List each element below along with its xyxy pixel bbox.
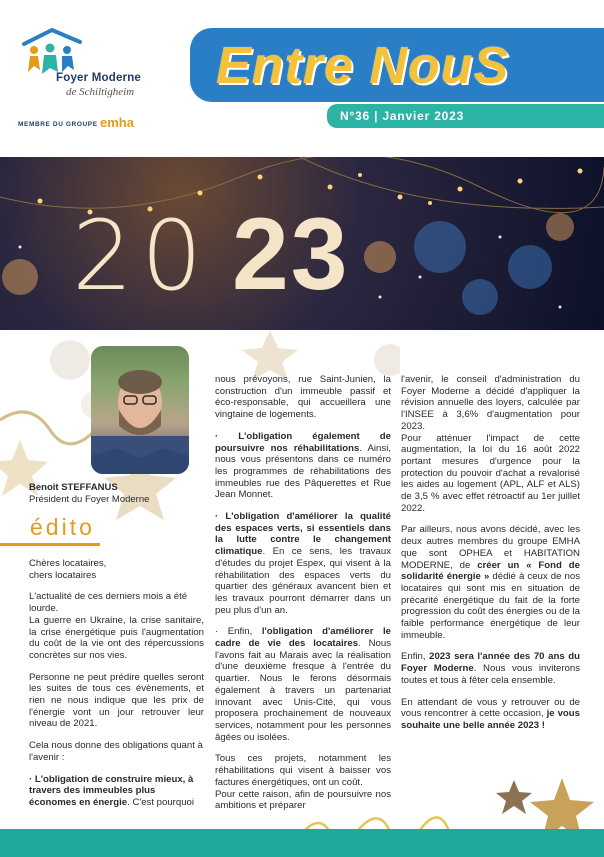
paragraph-text: · Enfin, [215, 626, 262, 638]
greeting: Chères locataires, chers locataires [29, 558, 107, 581]
paragraph [401, 697, 580, 732]
person-icon [91, 346, 189, 474]
logo-name: Foyer Moderne [56, 72, 142, 84]
paragraph-text: En attendant de vous y retrouver ou de vous rencontrer à cette occasion, [401, 696, 580, 720]
emphasis: · L'obligation également de poursuivre nos réhabilitations [215, 430, 391, 454]
star-decoration [220, 330, 400, 380]
paragraph-text: dédié à ceux de nos locataires qui sont mis en situation de précarité énergétique du fait de la forte progression du coût des énergies ou de la faible performance énergétique de leur immeuble. [401, 571, 580, 641]
section-heading: édito [30, 514, 95, 540]
paragraph: Tous ces projets, notamment les réhabilitations qui visent à baisser vos factures énergétiques, ont un coût. [215, 753, 391, 788]
paragraph: Personne ne peut prédire quelles seront les suites de tous ces évènements, et rien ne nous indique que les prix de l'énergie vont un jour retrouver leur niveau de 2021. [29, 671, 204, 730]
emphasis: · L'obligation de construire mieux, à travers des immeubles plus économes en énergie [29, 773, 194, 808]
paragraph: L'actualité de ces derniers mois a été lourde. [29, 591, 188, 615]
family-figures-icon [18, 28, 88, 76]
paragraph [29, 774, 204, 809]
paragraph: Pour atténuer l'impact de cette augmentation, la loi du 16 août 2022 portant mesures d'urgence pour la protection du pouvoir d'achat a revalorisé les aides au logement (APL, ALF et ALS) de 3,5 % avec effet rétroactif au 1er juillet 2022. [401, 432, 580, 514]
emphasis: 2023 sera l'année des 70 ans du Foyer Moderne [401, 651, 580, 675]
emphasis: créer un « Fond de solidarité énergie » [401, 559, 580, 583]
paragraph-text: . En ce sens, les travaux d'études du projet Espex, qui visent à la réhabilitation des espaces verts du quartier des généraux avancent bien et les travaux pourront démarrer dans un peu plus d'un an. [215, 546, 391, 616]
paragraph-text: . C'est pourquoi [127, 796, 195, 808]
paragraph: La guerre en Ukraine, la crise sanitaire, la crise énergétique puis l'augmentation du coût de la vie ont des répercussions concrètes sur nos vies. [29, 614, 204, 661]
logo-subtitle: de Schiltigheim [66, 86, 135, 98]
paragraph: Pour cette raison, afin de poursuivre nos ambitions et préparer [215, 788, 391, 812]
newsletter-title: Entre NouS [216, 37, 510, 95]
footer-band [0, 829, 604, 857]
emphasis: · L'obligation d'améliorer la qualité des espaces verts, si essentiels dans la lutte contre le changement climatique [215, 511, 391, 558]
paragraph: l'avenir, le conseil d'administration du Foyer Moderne a décidé d'appliquer la révision annuelle des loyers, calculée par l'INSEE à 3,6% d'augmentation pour 2023. [401, 374, 580, 432]
paragraph: Cela nous donne des obligations quant à l'avenir : [29, 740, 203, 763]
section-underline [0, 543, 100, 546]
paragraph [215, 511, 391, 616]
emphasis: je vous souhaite une belle année 2023 ! [401, 708, 580, 731]
paragraph [215, 626, 391, 743]
paragraph-text: Enfin, [401, 651, 430, 663]
author-role: Président du Foyer Moderne [29, 494, 150, 505]
paragraph-text: . Ainsi, nous vous présentons dans ce numéro les programmes de réhabilitations des immeubles rue des Pâquerettes et Rue Jean Monnet. [215, 442, 391, 501]
emphasis: l'obligation d'améliorer le cadre de vie des locataires [215, 626, 391, 650]
hero-year-bold: 23 [232, 197, 350, 311]
paragraph-text: . Nous l'avons fait au Marais avec la réalisation d'une deuxième fresque à l'entrée du quartier. Nous le ferons désormais également à travers un partenariat innovant avec Unis-Cité, qui vous proposera prochainement de nouveaux services, notamment pour les personnes âgées ou isolées. [215, 638, 392, 743]
paragraph [401, 524, 580, 641]
author-name: Benoit STEFFANUS [29, 482, 118, 493]
paragraph [401, 651, 580, 686]
group-label: MEMBRE DU GROUPE [18, 121, 98, 128]
publisher-logo [14, 28, 174, 138]
text-column-1 [29, 558, 204, 809]
paragraph [215, 431, 391, 501]
issue-number: N°36 | Janvier 2023 [340, 109, 465, 123]
author-portrait [91, 346, 189, 474]
hero-year-light: 20 [72, 200, 211, 312]
paragraph: nous prévoyons, rue Saint-Junien, la construction d'un immeuble passif et éco-responsable, qui accueillera une vingtaine de logements. [215, 374, 391, 421]
paragraph-text: . Nous vous inviterons toutes et tous à fêter cela ensemble. [401, 663, 580, 686]
text-column-3 [401, 374, 580, 732]
paragraph-text: Par ailleurs, nous avons décidé, avec les deux autres membres du groupe EMHA que sont OPHEA et HABITATION MODERNE, de [401, 524, 580, 571]
group-brand-logo: emha [100, 115, 134, 130]
text-column-2 [215, 374, 391, 812]
